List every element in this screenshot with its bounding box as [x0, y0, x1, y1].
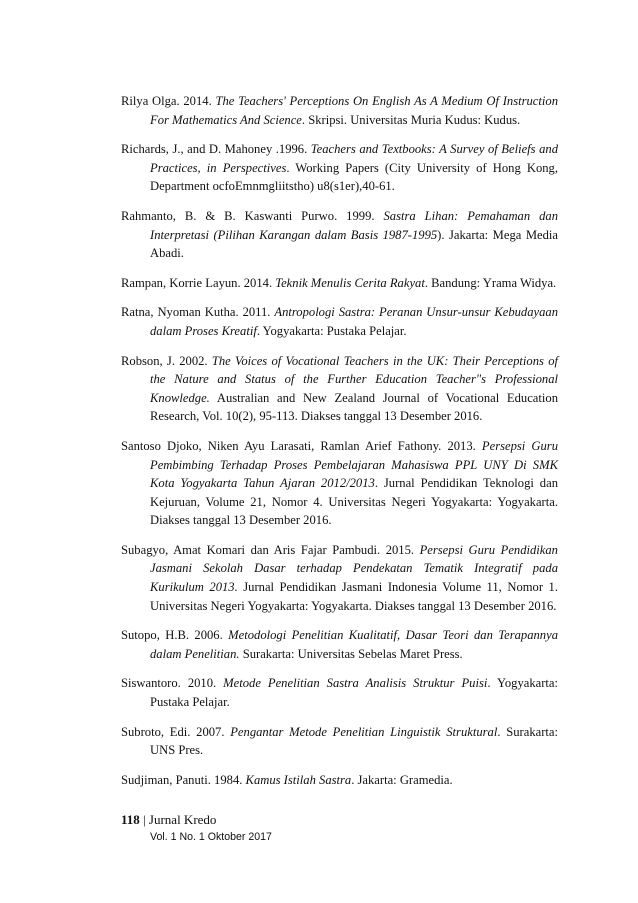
- reference-title: Antropologi Sastra: Peranan Unsur-unsur Kebudayaan dalam Proses Kreatif: [150, 305, 558, 338]
- reference-entry: Subagyo, Amat Komari dan Aris Fajar Pambudi. 2015. Persepsi Guru Pendidikan Jasmani Sekolah Dasar terhadap Pendekatan Tematik Integratif pada Kurikulum 2013. Jurnal Pendidikan Jasmani Indonesia Volume 11, Nomor 1. Universitas Negeri Yogyakarta: Yogyakarta. Diakses tanggal 13 Desember 2016.: [121, 542, 558, 613]
- reference-title: Persepsi Guru Pendidikan Jasmani Sekolah Dasar terhadap Pendekatan Tematik Integratif pada Kurikulum 2013.: [150, 542, 558, 595]
- reference-entry: Santoso Djoko, Niken Ayu Larasati, Ramlan Arief Fathony. 2013. Persepsi Guru Pembimbing Terhadap Proses Pembelajaran Mahasiswa PPL UNY Di SMK Kota Yogyakarta Tahun Ajaran 2012/2013. Jurnal Pendidikan Teknologi dan Kejuruan, Volume 21, Nomor 4. Universitas Negeri Yogyakarta: Yogyakarta. Diakses tanggal 13 Desember 2016.: [121, 438, 559, 528]
- journal-name: Jurnal Kredo: [148, 812, 217, 827]
- reference-entry: Ratna, Nyoman Kutha. 2011. Antropologi Sastra: Peranan Unsur-unsur Kebudayaan dalam Proses Kreatif. Yogyakarta: Pustaka Pelajar.: [121, 305, 558, 338]
- reference-entry: Richards, J., and D. Mahoney .1996. Teachers and Textbooks: A Survey of Beliefs and Practices, in Perspectives. Working Papers (City University of Hong Kong, Department ocfoEmnmgliitstho) u8(s1er),40-61.: [121, 142, 558, 194]
- journal-issue: Vol. 1 No. 1 Oktober 2017: [150, 831, 272, 843]
- reference-entry: Rampan, Korrie Layun. 2014. Teknik Menulis Cerita Rakyat. Bandung: Yrama Widya.: [121, 275, 557, 290]
- reference-title: The Voices of Vocational Teachers in the UK: Their Perceptions of the Nature and Status of the Further Education Teacher"s Professional Knowledge.: [150, 353, 558, 405]
- reference-entry: Sutopo, H.B. 2006. Metodologi Penelitian Kualitatif, Dasar Teori dan Terapannya dalam Penelitian. Surakarta: Universitas Sebelas Maret Press.: [121, 628, 558, 661]
- footer-journal-line: [121, 812, 272, 828]
- reference-title: Teknik Menulis Cerita Rakyat: [275, 275, 425, 290]
- reference-entry: Siswantoro. 2010. Metode Penelitian Sastra Analisis Struktur Puisi. Yogyakarta: Pustaka Pelajar.: [121, 676, 558, 710]
- page-number: 118: [121, 812, 140, 827]
- page-footer: [121, 812, 272, 844]
- reference-title: Pengantar Metode Penelitian Linguistik Struktural: [230, 724, 498, 739]
- reference-entry: Rahmanto, B. & B. Kaswanti Purwo. 1999. Sastra Lihan: Pemahaman dan Interpretasi (Pilihan Karangan dalam Basis 1987-1995). Jakarta: Mega Media Abadi.: [121, 208, 558, 261]
- reference-title: Teachers and Textbooks: A Survey of Beliefs and Practices, in Perspectives: [150, 142, 558, 175]
- reference-title: Metodologi Penelitian Kualitatif, Dasar Teori dan Terapannya dalam Penelitian.: [150, 628, 558, 661]
- reference-entry: Rilya Olga. 2014. The Teachers' Perceptions On English As A Medium Of Instruction For Mathematics And Science. Skripsi. Universitas Muria Kudus: Kudus.: [121, 94, 558, 127]
- reference-entry: Sudjiman, Panuti. 1984. Kamus Istilah Sastra. Jakarta: Gramedia.: [121, 772, 453, 787]
- reference-title: Kamus Istilah Sastra: [245, 772, 352, 787]
- footer-separator: |: [139, 812, 149, 827]
- reference-entry: Subroto, Edi. 2007. Pengantar Metode Penelitian Linguistik Struktural. Surakarta: UNS Pres.: [121, 724, 558, 758]
- reference-entry: Robson, J. 2002. The Voices of Vocational Teachers in the UK: Their Perceptions of the Nature and Status of the Further Education Teacher"s Professional Knowledge. Australian and New Zealand Journal of Vocational Education Research, Vol. 10(2), 95-113. Diakses tanggal 13 Desember 2016.: [121, 353, 558, 424]
- reference-title: Persepsi Guru Pembimbing Terhadap Proses Pembelajaran Mahasiswa PPL UNY Di SMK Kota Yogyakarta Tahun Ajaran 2012/2013: [150, 438, 559, 491]
- reference-title: The Teachers' Perceptions On English As A Medium Of Instruction For Mathematics And Science: [150, 94, 558, 127]
- reference-title: Sastra Lihan: Pemahaman dan Interpretasi (Pilihan Karangan dalam Basis 1987-1995: [150, 208, 558, 242]
- reference-title: Metode Penelitian Sastra Analisis Struktur Puisi: [223, 676, 488, 691]
- reference-list: [121, 92, 558, 800]
